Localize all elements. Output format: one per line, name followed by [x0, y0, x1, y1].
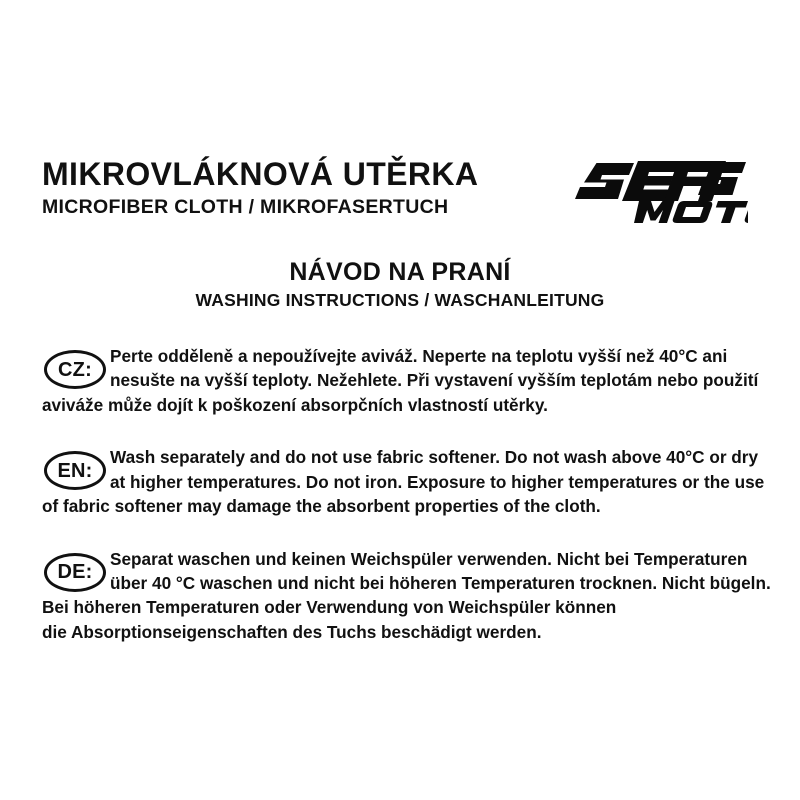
instructions-list	[42, 344, 771, 644]
product-title: MIKROVLÁKNOVÁ UTĚRKA	[42, 156, 479, 192]
instruction-line: über 40 °C waschen und nicht bei höheren Temperaturen trocknen. Nicht bügeln.	[110, 572, 771, 593]
product-subtitle: MICROFIBER CLOTH / MIKROFASERTUCH	[42, 195, 449, 218]
instruction-text-de	[42, 547, 771, 645]
document-heading	[0, 258, 800, 310]
document-heading-main: NÁVOD NA PRANÍ	[289, 258, 511, 286]
product-title-block	[42, 158, 478, 218]
instruction-line: Bei höheren Temperaturen oder Verwendung von Weichspüler können	[42, 597, 617, 618]
instruction-block-en	[42, 445, 764, 518]
instruction-line: Wash separately and do not use fabric softener. Do not wash above 40°C or dry	[110, 447, 759, 468]
instruction-line: nesušte na vyšší teploty. Nežehlete. Při vystavení vyšším teplotám nebo použití	[110, 370, 759, 391]
instruction-block-de	[42, 547, 771, 645]
instruction-line: die Absorptionseigenschaften des Tuchs beschädigt werden.	[42, 621, 542, 642]
instruction-block-cz	[42, 344, 764, 417]
instruction-text-cz	[42, 344, 764, 417]
document-heading-sub: WASHING INSTRUCTIONS / WASCHANLEITUNG	[195, 290, 605, 310]
instruction-line: aviváže může dojít k poškození absorpčních vlastností utěrky.	[42, 394, 548, 415]
instruction-text-en	[42, 445, 764, 518]
language-badge-de: DE:	[44, 553, 106, 592]
instruction-line: of fabric softener may damage the absorbent properties of the cloth.	[42, 496, 601, 517]
language-badge-en: EN:	[44, 451, 106, 490]
instruction-line: at higher temperatures. Do not iron. Exposure to higher temperatures or the use	[110, 471, 765, 492]
page-header	[42, 158, 770, 228]
language-badge-cz: CZ:	[44, 350, 106, 389]
instruction-line: Separat waschen und keinen Weichspüler verwenden. Nicht bei Temperaturen	[110, 548, 748, 569]
sefis-moto-logo	[558, 160, 748, 226]
instruction-line: Perte odděleně a nepoužívejte aviváž. Neperte na teplotu vyšší než 40°C ani	[110, 346, 728, 366]
